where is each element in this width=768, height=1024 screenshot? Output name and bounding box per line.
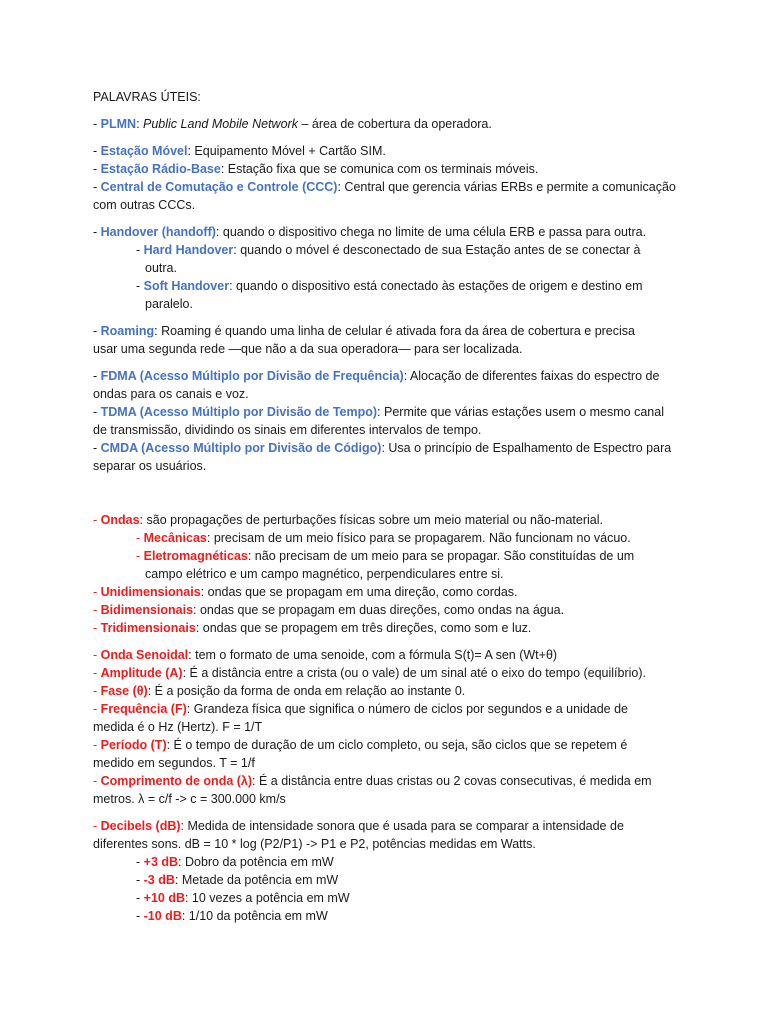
- term-ondas: Ondas: [100, 513, 140, 527]
- dash: -: [136, 909, 144, 923]
- dash: -: [93, 405, 101, 419]
- entry-db-plus3: [136, 853, 708, 871]
- term-handover: Handover (handoff): [100, 225, 216, 239]
- entry-decibels: [93, 817, 708, 835]
- dash: -: [93, 774, 101, 788]
- dash: -: [93, 225, 101, 239]
- term-ccc: Central de Comutação e Controle (CCC): [100, 180, 338, 194]
- definition: : ondas que se propagem em três direções, como som e luz.: [195, 621, 532, 635]
- definition: : precisam de um meio físico para se propagarem. Não funcionam no vácuo.: [206, 531, 631, 545]
- plmn-rest: – área de cobertura da operadora.: [297, 117, 492, 131]
- term-hard-handover: Hard Handover: [143, 243, 234, 257]
- entry-mecanicas: [136, 529, 708, 547]
- entry-onda-senoidal: [93, 646, 708, 664]
- term-frequencia: Frequência (F): [100, 702, 187, 716]
- entry-tdma-line2: de transmissão, dividindo os sinais em diferentes intervalos de tempo.: [93, 423, 482, 437]
- entry-comprimento-line2: metros. λ = c/f -> c = 300.000 km/s: [93, 792, 286, 806]
- entry-decibels-line2: diferentes sons. dB = 10 * log (P2/P1) -> P1 e P2, potências medidas em Watts.: [93, 837, 536, 851]
- dash: -: [93, 144, 101, 158]
- entry-unidimensionais: [93, 583, 708, 601]
- entry-roaming: [93, 322, 708, 340]
- dash: -: [136, 243, 144, 257]
- definition: : Permite que várias estações usem o mesmo canal: [377, 405, 664, 419]
- term-fase: Fase (θ): [100, 684, 148, 698]
- dash: -: [93, 180, 101, 194]
- term-estacao-radio-base: Estação Rádio-Base: [100, 162, 221, 176]
- definition: : Usa o princípio de Espalhamento de Espectro para: [381, 441, 672, 455]
- dash: -: [93, 648, 101, 662]
- colon: :: [136, 117, 144, 131]
- entry-soft-handover: [136, 277, 708, 295]
- dash: -: [93, 603, 101, 617]
- dash: -: [93, 162, 101, 176]
- dash: -: [93, 738, 101, 752]
- definition: : ondas que se propagam em uma direção, como cordas.: [200, 585, 518, 599]
- definition: : são propagações de perturbações físicas sobre um meio material ou não-material.: [139, 513, 603, 527]
- term-cmda: CMDA (Acesso Múltiplo por Divisão de Código): [100, 441, 382, 455]
- dash: -: [93, 684, 101, 698]
- term-estacao-movel: Estação Móvel: [100, 144, 188, 158]
- dash: -: [93, 117, 101, 131]
- definition: : não precisam de um meio para se propagar. São constituídas de um: [247, 549, 635, 563]
- entry-ccc-line2: com outras CCCs.: [93, 198, 196, 212]
- definition: : Central que gerencia várias ERBs e permite a comunicação: [337, 180, 676, 194]
- definition: : É a distância entre duas cristas ou 2 covas consecutivas, é medida em: [252, 774, 652, 788]
- entry-tdma: [93, 403, 708, 421]
- dash: -: [93, 702, 101, 716]
- dash: -: [136, 873, 144, 887]
- entry-fase: [93, 682, 708, 700]
- entry-db-minus3: [136, 871, 708, 889]
- entry-periodo-line2: medido em segundos. T = 1/f: [93, 756, 255, 770]
- term-amplitude: Amplitude (A): [100, 666, 183, 680]
- dash: -: [93, 513, 101, 527]
- definition: : Metade da potência em mW: [174, 873, 339, 887]
- entry-hard-handover-line2: outra.: [145, 261, 177, 275]
- entry-amplitude: [93, 664, 708, 682]
- term-eletromagneticas: Eletromagnéticas: [143, 549, 248, 563]
- term-db-plus3: +3 dB: [143, 855, 179, 869]
- term-db-minus10: -10 dB: [143, 909, 182, 923]
- entry-estacao-movel: [93, 142, 708, 160]
- entry-frequencia: [93, 700, 708, 718]
- dash: -: [136, 279, 144, 293]
- definition: : Grandeza física que significa o número de ciclos por segundos e a unidade de: [186, 702, 629, 716]
- entry-hard-handover: [136, 241, 708, 259]
- entry-ccc: [93, 178, 708, 196]
- entry-plmn: [93, 115, 708, 133]
- entry-frequencia-line2: medida é o Hz (Hertz). F = 1/T: [93, 720, 263, 734]
- definition: : Medida de intensidade sonora que é usada para se comparar a intensidade de: [180, 819, 624, 833]
- entry-periodo: [93, 736, 708, 754]
- term-comprimento: Comprimento de onda (λ): [100, 774, 253, 788]
- definition: : Estação fixa que se comunica com os terminais móveis.: [220, 162, 539, 176]
- dash: -: [93, 324, 101, 338]
- definition: : Dobro da potência em mW: [178, 855, 334, 869]
- dash: -: [93, 621, 101, 635]
- dash: -: [93, 666, 101, 680]
- dash: -: [136, 549, 144, 563]
- dash: -: [93, 369, 101, 383]
- entry-handover: [93, 223, 708, 241]
- term-fdma: FDMA (Acesso Múltiplo por Divisão de Frequência): [100, 369, 404, 383]
- dash: -: [93, 585, 101, 599]
- definition: : quando o dispositivo chega no limite de uma célula ERB e passa para outra.: [215, 225, 647, 239]
- entry-db-plus10: [136, 889, 708, 907]
- term-plmn: PLMN: [100, 117, 137, 131]
- definition: : ondas que se propagam em duas direções, como ondas na água.: [193, 603, 565, 617]
- definition: : 1/10 da potência em mW: [181, 909, 328, 923]
- dash: -: [136, 855, 144, 869]
- entry-estacao-radio-base: [93, 160, 708, 178]
- page-title: PALAVRAS ÚTEIS:: [93, 90, 201, 104]
- definition: : Roaming é quando uma linha de celular é ativada fora da área de cobertura e precisa: [154, 324, 635, 338]
- entry-bidimensionais: [93, 601, 708, 619]
- term-soft-handover: Soft Handover: [143, 279, 230, 293]
- entry-comprimento: [93, 772, 708, 790]
- definition: : 10 vezes a potência em mW: [184, 891, 350, 905]
- definition: : É a distância entre a crista (ou o vale) de um sinal até o eixo do tempo (equilíbrio).: [182, 666, 647, 680]
- dash: -: [93, 441, 101, 455]
- entry-fdma: [93, 367, 708, 385]
- dash: -: [136, 531, 144, 545]
- entry-eletromagneticas: [136, 547, 708, 565]
- definition: : Equipamento Móvel + Cartão SIM.: [187, 144, 386, 158]
- definition: : tem o formato de uma senoide, com a fórmula S(t)= A sen (Wt+θ): [188, 648, 558, 662]
- definition: : quando o móvel é desconectado de sua Estação antes de se conectar à: [233, 243, 641, 257]
- entry-cmda-line2: separar os usuários.: [93, 459, 207, 473]
- entry-db-minus10: [136, 907, 708, 925]
- term-onda-senoidal: Onda Senoidal: [100, 648, 189, 662]
- plmn-italic: Public Land Mobile Network: [143, 117, 298, 131]
- term-db-plus10: +10 dB: [143, 891, 185, 905]
- term-unidimensionais: Unidimensionais: [100, 585, 201, 599]
- entry-cmda: [93, 439, 708, 457]
- definition: : É a posição da forma de onda em relação ao instante 0.: [147, 684, 466, 698]
- definition: : Alocação de diferentes faixas do espectro de: [403, 369, 660, 383]
- dash: -: [93, 819, 101, 833]
- term-tridimensionais: Tridimensionais: [100, 621, 196, 635]
- term-decibels: Decibels (dB): [100, 819, 181, 833]
- entry-roaming-line2: usar uma segunda rede —que não a da sua operadora— para ser localizada.: [93, 342, 523, 356]
- entry-soft-handover-line2: paralelo.: [145, 297, 193, 311]
- term-db-minus3: -3 dB: [143, 873, 175, 887]
- dash: -: [136, 891, 144, 905]
- definition: : É o tempo de duração de um ciclo completo, ou seja, são ciclos que se repetem é: [166, 738, 628, 752]
- entry-tridimensionais: [93, 619, 708, 637]
- term-tdma: TDMA (Acesso Múltiplo por Divisão de Tempo): [100, 405, 378, 419]
- term-mecanicas: Mecânicas: [143, 531, 207, 545]
- term-roaming: Roaming: [100, 324, 155, 338]
- term-periodo: Período (T): [100, 738, 167, 752]
- definition: : quando o dispositivo está conectado às estações de origem e destino em: [229, 279, 643, 293]
- entry-ondas: [93, 511, 708, 529]
- entry-eletromagneticas-line2: campo elétrico e um campo magnético, perpendiculares entre si.: [145, 567, 504, 581]
- entry-fdma-line2: ondas para os canais e voz.: [93, 387, 249, 401]
- term-bidimensionais: Bidimensionais: [100, 603, 194, 617]
